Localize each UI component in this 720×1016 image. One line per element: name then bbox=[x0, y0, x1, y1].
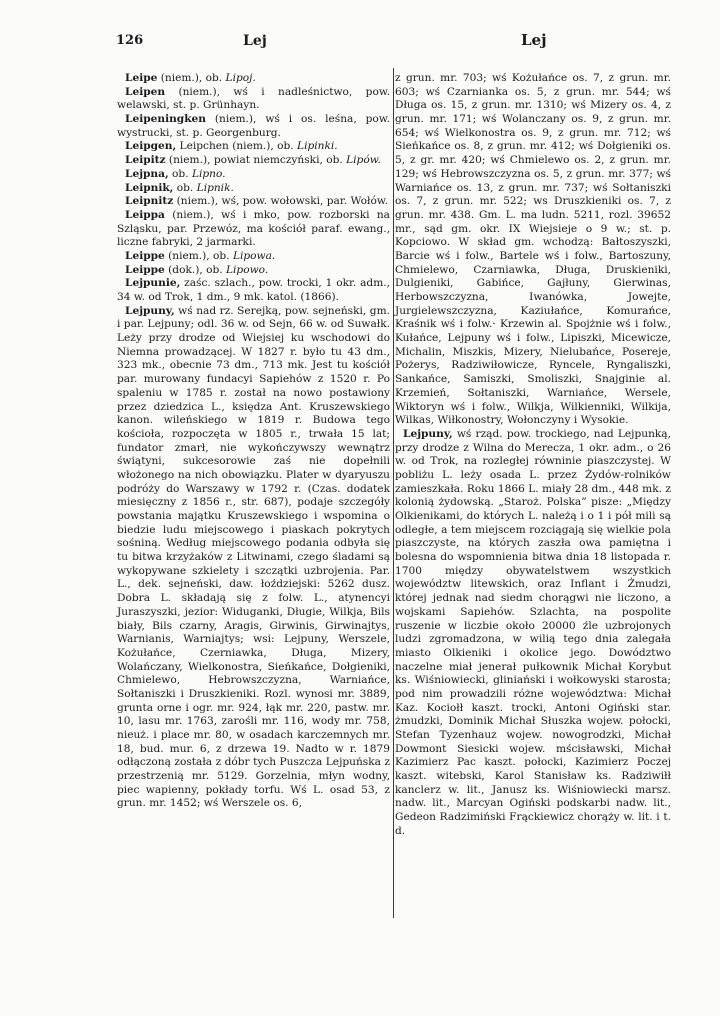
entry-headword: Lejpuny, bbox=[125, 304, 175, 317]
dictionary-entry bbox=[117, 277, 390, 304]
entry-headword: Leipeningken bbox=[125, 113, 206, 126]
entry-reference: Lipno. bbox=[191, 167, 226, 180]
running-head-left: Lej bbox=[243, 33, 267, 49]
entry-headword: Leippe bbox=[125, 263, 165, 276]
page-number: 126 bbox=[116, 33, 144, 48]
entry-reference: Lipów. bbox=[346, 154, 381, 167]
entry-headword: Lejpna, bbox=[125, 167, 169, 180]
entry-headword: Leipitz bbox=[125, 154, 166, 167]
right-column bbox=[395, 72, 671, 839]
entry-reference: Lipoj. bbox=[225, 72, 256, 84]
entry-text: (niem.), wś i os. leśna, pow. wystrucki, st. p. Georgenburg. bbox=[117, 113, 390, 139]
entry-reference: Lipowa. bbox=[232, 249, 276, 262]
entry-headword: Leipen bbox=[125, 85, 166, 98]
dictionary-entry bbox=[117, 72, 390, 86]
entry-reference: Lipinki. bbox=[297, 140, 338, 153]
entry-text: (niem.), wś i mko, pow. rozborski na Szląsku, par. Przewóz, ma kościół paraf. ewang., liczne fabryki, 2 jarmarki. bbox=[117, 208, 390, 249]
dictionary-entry bbox=[117, 168, 390, 182]
entry-text: (dok.), ob. bbox=[164, 263, 226, 276]
dictionary-entry bbox=[117, 305, 390, 811]
dictionary-entry bbox=[117, 86, 390, 113]
dictionary-entry bbox=[395, 428, 671, 839]
entry-headword: Leipgen, bbox=[125, 140, 177, 153]
entry-text: ob. bbox=[168, 167, 192, 180]
entry-text: Leipchen (niem.), ob. bbox=[176, 140, 298, 153]
entry-text: wś nad rz. Serejką, pow. sejneński, gm. i par. Lejpuny; odl. 36 w. od Sejn, 66 w. od Suwałk. Leży przy drodze od Wiejsiej ku wschodowi do Niemna prowadzącej. W 1827 r. było tu 43 dm., 323 mk., obecnie 73 dm., 713 mk. Jest tu kościół par. murowany fundacyi Sapiehów z 1520 r. Po spaleniu w 1785 r. został na nowo postawiony przez dziedzica L., księdza Ant. Kruszewskiego kanon. wileńskiego w 1819 r. Budowa tego kościoła, rozpoczęta w 1805 r., trwała 15 lat; fundator zmarł, nie wykończywszy wewnątrz świątyni, sukcesorowie zaś nie dopełnili włożonego na nich obowiązku. Plater w dyaryuszu podróży do Warszawy w 1792 r. (Czas. dodatek miesięczny z 1856 r., str. 687), podaje szczegóły powstania majątku Kruszewskiego i wspomina o biedzie ludu miejscowego i piaskach pokrytych sośniną. Według miejscowego podania odbyła się tu bitwa krzyżaków z Litwinami, czego śladami są wykopywane szkielety i szczątki uzbrojenia. Par. L., dek. sejneński, daw. łoździejski: 5262 dusz. Dobra L. składają się z folw. L., atynencyi Juraszyszki, jezior: Widuganki, Długie, Wilkja, Bils biały, Bils czarny, Aragis, Girwinis, Girwinajtys, Warnianis, Warniajtys; wsi: Lejpuny, Werszele, Kożułańce, Czerniawka, Długa, Mizery, Wolańczany, Wielkonostra, Sieńkańce, Dołgieniki, Chmielewo, Hebrowszczyzna, Warniańce, Sołtaniszki i Druszkieniki. Rozl. wynosi mr. 3889, grunta orne i ogr. mr. 924, łąk mr. 220, pastw. mr. 10, lasu mr. 1763, zarośli mr. 116, wody mr. 758, nieuż. i place mr. 80, w osadach karczemnych mr. 18, bud. mur. 6, z drzewa 19. Nadto w r. 1879 odłączoną została z dóbr tych Puszcza Lejpuńska z przestrzenią mr. 5129. Gorzelnia, młyn wodny, piec wapienny, pokłady torfu. Wś L. osad 53, z grun. mr. 1452; wś Werszele os. 6, bbox=[117, 304, 390, 810]
entry-headword: Lejpunie, bbox=[125, 277, 181, 290]
left-column bbox=[117, 72, 390, 811]
entry-text: (niem.), ob. bbox=[164, 249, 233, 262]
entry-headword: Leipnik, bbox=[125, 181, 174, 194]
entry-text: (niem.), powiat niemczyński, ob. bbox=[165, 154, 347, 167]
entry-text: zaśc. szlach., pow. trocki, 1 okr. adm., 34 w. od Trok, 1 dm., 9 mk. katol. (1866). bbox=[117, 277, 390, 303]
dictionary-entry bbox=[117, 140, 390, 154]
entry-headword: Lejpuny, bbox=[403, 427, 453, 440]
running-head-right: Lej bbox=[521, 31, 547, 49]
entry-headword: Leippa bbox=[125, 208, 165, 221]
entry-continuation bbox=[395, 72, 671, 428]
entry-text: (niem.), wś, pow. wołowski, par. Wołów. bbox=[173, 195, 389, 208]
dictionary-entry bbox=[117, 250, 390, 264]
dictionary-entry bbox=[117, 264, 390, 278]
entry-text: (niem.), ob. bbox=[157, 72, 226, 84]
entry-reference: Lipnik. bbox=[196, 181, 234, 194]
entry-text: ob. bbox=[173, 181, 197, 194]
dictionary-entry bbox=[117, 209, 390, 250]
dictionary-entry bbox=[117, 195, 390, 209]
entry-headword: Leipnitz bbox=[125, 195, 174, 208]
entry-text: z grun. mr. 703; wś Kożułańce os. 7, z grun. mr. 603; wś Czarnianka os. 5, z grun. mr. 544; wś Długa os. 15, z grun. mr. 1310; wś Mizery os. 4, z grun. mr. 171; wś Wolanczany os. 9, z grun. mr. 654; wś Wielkonostra os. 9, z grun. mr. 712; wś Sieńkańce os. 8, z grun. mr. 412; wś Dołgieniki os. 5, z gr. mr. 420; wś Chmielewo os. 2, z grun. mr. 129; wś Hebrowszczyzna os. 5, z grun. mr. 377; wś Warniańce os. 13, z grun. mr. 737; wś Sołtaniszki os. 7, z grun. mr. 522; ws Druszkieniki os. 7, z grun. mr. 438. Gm. L. ma ludn. 5211, rozl. 39652 mr., sąd gm. okr. IX Wiejsieje o 9 w.; st. p. Kopciowo. W skład gm. wchodzą: Bałtoszyszki, Barcie wś i folw., Bartele wś i folw., Bartoszuny, Chmielewo, Czarniawka, Długa, Druskieniki, Dulgieniki, Gabińce, Gajłuny, Gierwinas, Herbowszczyzna, Iwanówka, Jowejte, Jurgielewszczyzna, Kaziułańce, Komurańce, Kraśnik wś i folw.· Krzewin al. Spojżnie wś i folw., Kułańce, Lejpuny wś i folw., Lipiszki, Micewicze, Michalin, Miszkis, Mizery, Nielubańce, Posereje, Pożerys, Radziwiłowicze, Ryncele, Ryngaliszki, Sankańce, Samiszki, Smoliszki, Snajginie al. Krzemień, Sołtaniszki, Warniańce, Wersele, Wiktoryn wś i folw., Wilkja, Wilkienniki, Wilkija, Wilkas, Wiłkonostry, Wołonczyny i Wysokie. bbox=[395, 72, 671, 427]
column-divider bbox=[393, 68, 394, 918]
entry-headword: Leipe bbox=[125, 72, 158, 84]
dictionary-entry bbox=[117, 113, 390, 140]
entry-headword: Leippe bbox=[125, 249, 165, 262]
entry-text: wś rząd. pow. trockiego, nad Lejpunką, przy drodze z Wilna do Merecza, 1 okr. adm., o 26 w. od Trok, na rozległej równinie piaszczystej. W pobliżu L. leży osada L. przez Żydów-rolników zamieszkała. Roku 1866 L. miały 28 dm., 448 mk. z kolonią żydowską. „Staroż. Polska” pisze: „Między Olkienikami, do których L. należą i o 1 i pół mili są odległe, a tem miejscem rozciągają się wielkie pola piaszczyste, na których zaszła owa pamiętna i bolesna do wspomnienia bitwa dnia 18 listopada r. 1700 między obywatelstwem wszystkich województw litewskich, oraz Inflant i Żmudzi, której jednak nad siedm chorągwi nie liczono, a wojskami Sapiehów. Szlachta, na pospolite ruszenie w liczbie około 20000 źle uzbrojonych ludzi zgromadzona, w wilią tego dnia zalegała miasto Olkieniki i okolice jego. Dowództwo naczelne miał jenerał pułkownik Michał Korybut ks. Wiśniowiecki, gliniański i wołkowyski starosta; pod nim prowadzili różne województwa: Michał Kaz. Kociołł kaszt. trocki, Antoni Ogiński star. żmudzki, Dominik Michał Słuszka wojew. połocki, Stefan Tyzenhauz wojew. nowogrodzki, Michał Dowmont Siesicki wojew. mścisławski, Michał Kazimierz Pac kaszt. połocki, Kazimierz Poczej kaszt. witebski, Karol Stanisław ks. Radziwiłł kanclerz w. lit., Janusz ks. Wiśniowiecki marsz. nadw. lit., Marcyan Ogiński podskarbi nadw. lit., Gedeon Radzimiński Frąckiewicz chorąży w. lit. i t. d. bbox=[395, 427, 671, 837]
entry-text: (niem.), wś i nadleśnictwo, pow. welawski, st. p. Grünhayn. bbox=[117, 85, 390, 112]
dictionary-entry bbox=[117, 154, 390, 168]
entry-reference: Lipowo. bbox=[226, 263, 269, 276]
dictionary-entry bbox=[117, 182, 390, 196]
